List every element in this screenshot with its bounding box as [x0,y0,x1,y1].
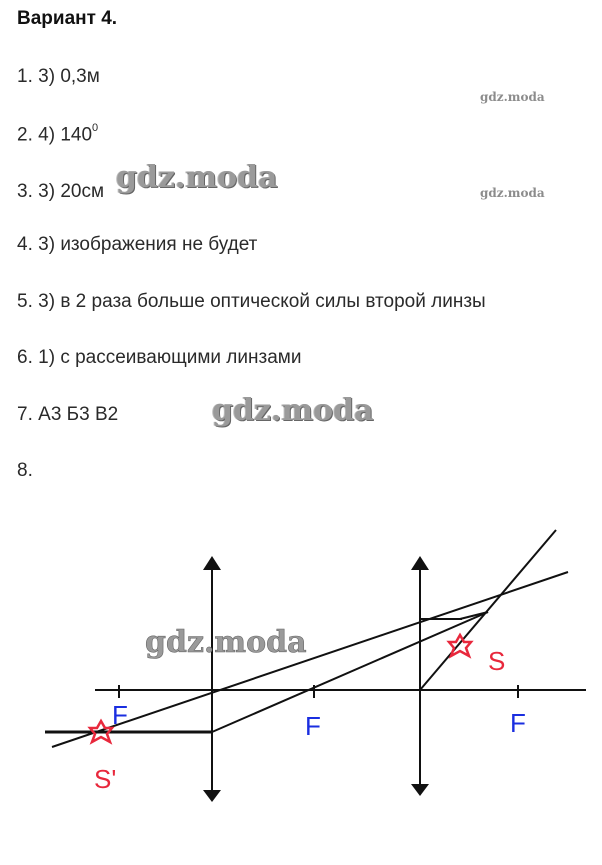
answer-8: 8. [17,460,33,481]
page-title: Вариант 4. [17,8,118,29]
source-point-S [449,635,471,656]
watermark-large: gdz.moda [212,393,374,428]
optics-diagram [0,520,602,865]
focus-label: F [305,711,321,741]
watermark-small: gdz.moda [480,186,545,200]
lens-2-bottom-arrow [411,784,429,796]
image-label: S' [94,764,117,794]
answer-1: 1. 3) 0,3м [17,66,100,87]
lens-1-top-arrow [203,556,221,570]
focus-label: F [510,708,526,738]
source-label: S [488,646,506,676]
degree-superscript: 0 [92,122,99,134]
watermark-small: gdz.moda [480,90,545,104]
answer-5: 5. 3) в 2 раза больше оптической силы второй линзы [17,291,486,312]
answer-3: 3. 3) 20см [17,181,105,202]
watermark-large: gdz.moda [145,625,307,660]
answer-7: 7. А3 Б3 В2 [17,404,119,425]
answer-4: 4. 3) изображения не будет [17,234,258,255]
focus-label: F [112,700,128,730]
lens-2-top-arrow [411,556,429,570]
answer-6: 6. 1) с рассеивающими линзами [17,347,302,368]
watermark-large: gdz.moda [116,160,278,195]
answer-2: 2. 4) $140^0$ [17,122,99,146]
lens-1-bottom-arrow [203,790,221,802]
